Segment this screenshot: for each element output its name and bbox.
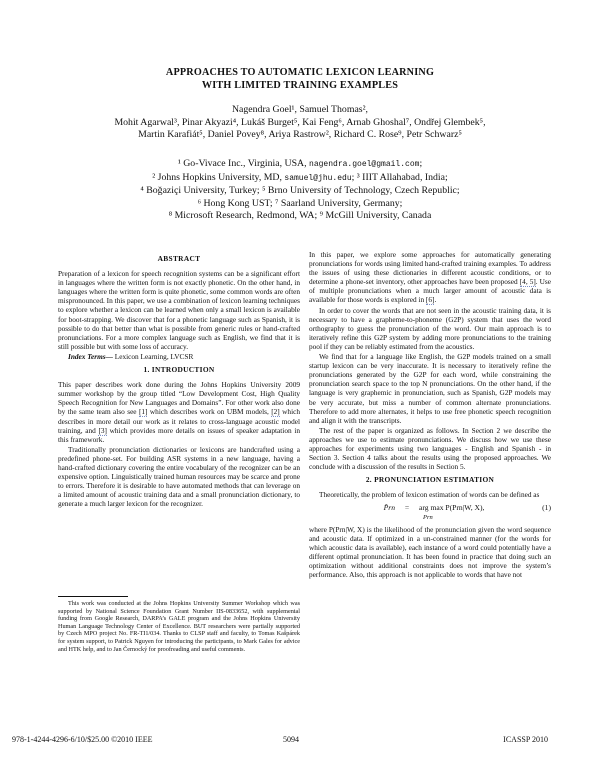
right-paragraph-4: The rest of the paper is organized as follows. In Section 2 we describe the approaches we use to estimate pronunciations. We discuss how we use these approaches for experiments using two languages - English and Spanish - in Section 3. Section 4 talks about the results using the proposed approaches. We conclude with a discussion of the results in Section 5. bbox=[309, 425, 551, 472]
citation-link-4-5[interactable]: [4, 5] bbox=[519, 277, 536, 287]
equation-equals: = bbox=[404, 503, 410, 513]
title-line-1: APPROACHES TO AUTOMATIC LEXICON LEARNING bbox=[165, 67, 435, 78]
equation-rhs bbox=[419, 503, 531, 521]
introduction-heading: 1. INTRODUCTION bbox=[143, 365, 215, 375]
intro-p1-text-a: This paper describes work done during the Johns Hopkins University 2009 summer workshop by the group titled “Low Development Cost, High Quality Speech Recognition for New Languages and Domains”. For other work also done by the same team also see bbox=[58, 380, 300, 417]
abstract-text: Preparation of a lexicon for speech recognition systems can be a significant effort in languages where the written form is not exactly phonetic. On the other hand, in languages where the written form is quite phonetic, some common words are often mispronounced. In this paper, we use a combination of lexicon learning techniques to explore whether a lexicon can be learned when only a small lexicon is available for boot-strapping. We discover that for a phonetic language such as Spanish, it is possible to do that better than what is possible from generic rules or hand-crafted pronunciations. For a more complex language such as English, we find that it is still possible but with some loss of accuracy. bbox=[58, 269, 300, 351]
index-terms-value: Lexicon Learning, LVCSR bbox=[112, 351, 194, 361]
affiliation-line-3: ⁴ Boğaziçi University, Turkey; ⁵ Brno University of Technology, Czech Republic; bbox=[140, 185, 460, 196]
intro-p1-text-d: which provides more details on issues of speaker adaptation in this framework. bbox=[58, 425, 300, 444]
intro-p1-text-b: which describes work on UBM models, bbox=[147, 407, 272, 417]
affiliation-line-4: ⁶ Hong Kong UST; ⁷ Saarland University, Germany; bbox=[197, 197, 403, 209]
authors-line-3: Martin Karafiát⁵, Daniel Povey⁸, Ariya Rastrow², Richard C. Rose⁹, Petr Schwarz⁵ bbox=[138, 129, 462, 140]
affiliation-1-end: ; bbox=[419, 158, 423, 169]
equation-1 bbox=[309, 503, 551, 521]
right-column bbox=[309, 250, 551, 580]
intro-paragraph-2: Traditionally pronunciation dictionaries or lexicons are handcrafted using a predefined phone-set. For building ASR systems in a new language, having a hand-crafted dictionary covering the entire vocabulary of the recognizer can be an expensive option. Linguistically trained human resources may be scarce and prone to errors. Therefore it is desirable to have automated methods that can leverage on a limited amount of acoustic training data and a small pronunciation dictionary, to generate a much larger lexicon for the recognizer. bbox=[58, 444, 300, 509]
affiliation-2-text: ² Johns Hopkins University, MD, bbox=[152, 171, 285, 183]
author-list bbox=[20, 104, 580, 142]
intro-p1-text-c: which describes in more detail our work as it relates to cross-language acoustic model training, and bbox=[58, 407, 300, 435]
title-line-2: WITH LIMITED TRAINING EXAMPLES bbox=[201, 80, 399, 91]
right-p1-text-a: In this paper, we explore some approaches for automatically generating pronunciations for words using limited hand-crafted training examples. To address the issues of using these dictionaries in different acoustic conditions, or to determine a phone-set inventory, other approaches have been proposed bbox=[309, 250, 551, 287]
email-link-goel[interactable]: nagendra.goel@gmail.com bbox=[309, 160, 420, 169]
footer-page-number: 5094 bbox=[283, 735, 299, 744]
citation-link-1[interactable]: [1] bbox=[138, 407, 148, 417]
affiliation-line-1 bbox=[20, 158, 580, 172]
affiliation-1-text: ¹ Go-Vivace Inc., Virginia, USA, bbox=[177, 158, 310, 169]
equation-rhs-main: arg max P(Prn|W, X), bbox=[419, 503, 485, 513]
left-column bbox=[58, 250, 300, 509]
citation-link-6[interactable]: [6] bbox=[425, 295, 435, 305]
citation-link-2[interactable]: [2] bbox=[271, 407, 280, 417]
affiliation-list bbox=[20, 158, 580, 223]
section-2-paragraph-1: Theoretically, the problem of lexicon estimation of words can be defined as bbox=[319, 490, 540, 500]
affiliation-line-5: ⁸ Microsoft Research, Redmond, WA; ⁹ McGill University, Canada bbox=[168, 210, 432, 221]
footnote-divider bbox=[58, 596, 128, 597]
section-2-paragraph-2: where P(Prn|W, X) is the likelihood of the pronunciation given the word sequence and acoustic data. If optimized in a un-constrained manner (for the words for which acoustic data is available), each instance of a word could potentially have a different optimal pronunciation. It has been found in practice that doing such an optimization without additional constraints does not improve the system’s performance. Also, this approach is not applicable to words that have not bbox=[309, 524, 551, 580]
index-terms bbox=[58, 352, 300, 361]
equation-lhs: P̂rn bbox=[383, 503, 395, 513]
right-paragraph-2: In order to cover the words that are not seen in the acoustic training data, it is necessary to have a grapheme-to-phoneme (G2P) system that uses the word orthography to guess the pronunciation of the word. Our main approach is to iteratively refine this G2P system by adding more pronunciations to the training pool if they can be reliably estimated from the acoustics. bbox=[309, 305, 551, 351]
equation-argmax-subscript: Prn bbox=[423, 513, 433, 521]
abstract-heading: ABSTRACT bbox=[157, 254, 201, 263]
citation-link-3[interactable]: [3] bbox=[98, 425, 107, 435]
authors-line-1: Nagendra Goel¹, Samuel Thomas², bbox=[231, 104, 368, 115]
email-link-thomas[interactable]: samuel@jhu.edu bbox=[284, 173, 352, 183]
footnote bbox=[58, 600, 300, 653]
affiliation-2-end: ; ³ IIIT Allahabad, India; bbox=[351, 171, 448, 183]
intro-paragraph-1 bbox=[58, 380, 300, 444]
right-p1-text-b: . Use of multiple pronunciations when a much larger amount of acoustic data is available for those words is explored in bbox=[309, 277, 552, 305]
footnote-text: This work was conducted at the Johns Hopkins University Summer Workshop which was supported by National Science Foundation Grant Number IIS-0833652, with supplemental funding from Google Research, DARPA’s GALE program and the Johns Hopkins University Human Language Technology Center of Excellence. BUT researchers were partially supported by Czech MPO project No. FR-TI1/034. Thanks to CLSP staff and faculty, to Tomas Kašpárek for system support, to Patrick Nguyen for introducing the participants, to Mark Gales for advice and HTK help, and to Jan Černocký for proofreading and useful comments. bbox=[58, 600, 300, 653]
footer-conference: ICASSP 2010 bbox=[503, 735, 548, 744]
right-paragraph-3: We find that for a language like English, the G2P models trained on a small startup lexicon can be very inaccurate. It is necessary to iteratively refine the pronunciations generated by the G2P for each word, while constraining the pronunciation search space to the top N pronunciations. On the other hand, if the language is very graphemic in pronunciation, such as Spanish, G2P models may be very accurate, but miss a number of common alternate pronunciations. Therefore to add more alternates, it helps to use free phonetic speech recognition and align it with the transcripts. bbox=[309, 352, 551, 425]
equation-number: (1) bbox=[542, 503, 551, 513]
right-p1-text-c: . bbox=[434, 295, 437, 305]
right-paragraph-1 bbox=[309, 250, 551, 305]
affiliation-line-2 bbox=[20, 172, 580, 186]
authors-line-2: Mohit Agarwal³, Pinar Akyazi⁴, Lukáš Burget⁵, Kai Feng⁶, Arnab Ghoshal⁷, Ondřej Glembek⁵, bbox=[114, 116, 486, 128]
paper-title bbox=[0, 66, 600, 92]
index-terms-label: Index Terms— bbox=[68, 351, 113, 361]
section-2-heading: 2. PRONUNCIATION ESTIMATION bbox=[365, 475, 495, 485]
footer-isbn: 978-1-4244-4296-6/10/$25.00 ©2010 IEEE bbox=[12, 735, 153, 744]
